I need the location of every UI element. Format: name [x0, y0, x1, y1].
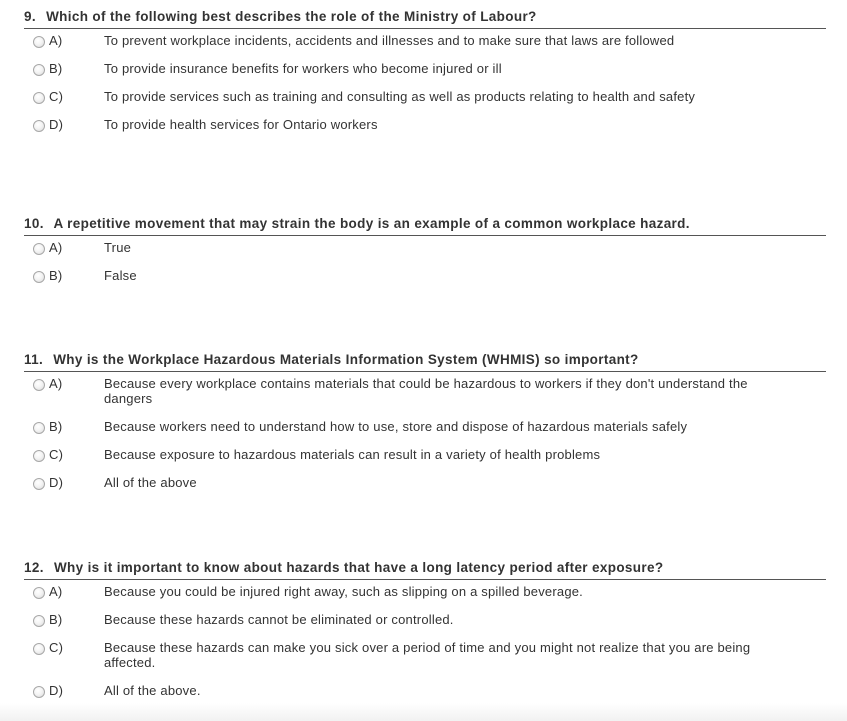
option-text: All of the above.	[104, 683, 201, 698]
question-text: A repetitive movement that may strain the body is an example of a common workplace hazard.	[53, 216, 690, 231]
option-letter: A)	[49, 240, 63, 255]
option-text: To prevent workplace incidents, accidents and illnesses and to make sure that laws are followed	[104, 33, 675, 48]
option-letter: D)	[49, 683, 64, 698]
option-letter: B)	[49, 61, 63, 76]
option-d[interactable]	[24, 683, 826, 698]
option-text: Because exposure to hazardous materials can result in a variety of health problems	[104, 447, 601, 462]
option-b[interactable]	[24, 612, 826, 627]
question-text: Why is the Workplace Hazardous Materials Information System (WHMIS) so important?	[53, 352, 639, 367]
option-a[interactable]	[24, 240, 826, 255]
question-title	[24, 349, 826, 372]
question-title	[24, 213, 826, 236]
option-letter: C)	[49, 447, 64, 462]
radio-button[interactable]	[33, 422, 45, 434]
option-text: To provide insurance benefits for workers who become injured or ill	[104, 61, 502, 76]
radio-button[interactable]	[33, 686, 45, 698]
radio-button[interactable]	[33, 379, 45, 391]
option-letter: A)	[49, 33, 63, 48]
option-letter: C)	[49, 640, 64, 655]
question-number: 11.	[24, 352, 44, 367]
option-letter: D)	[49, 117, 64, 132]
option-letter: B)	[49, 419, 63, 434]
radio-button[interactable]	[33, 587, 45, 599]
option-letter: A)	[49, 376, 63, 391]
question-11	[24, 349, 826, 503]
radio-button[interactable]	[33, 92, 45, 104]
question-title	[24, 6, 826, 29]
radio-button[interactable]	[33, 120, 45, 132]
option-letter: B)	[49, 268, 63, 283]
option-d[interactable]	[24, 475, 826, 490]
option-a[interactable]	[24, 376, 826, 406]
question-9	[24, 6, 826, 145]
question-number: 12.	[24, 560, 44, 575]
question-text: Why is it important to know about hazards that have a long latency period after exposure?	[53, 560, 664, 575]
radio-button[interactable]	[33, 643, 45, 655]
option-c[interactable]	[24, 89, 826, 104]
option-text: Because every workplace contains materials that could be hazardous to workers if they don't understand the dangers	[104, 376, 748, 406]
radio-button[interactable]	[33, 450, 45, 462]
question-12	[24, 557, 826, 711]
option-letter: B)	[49, 612, 63, 627]
option-b[interactable]	[24, 419, 826, 434]
option-text: To provide services such as training and consulting as well as products relating to health and safety	[104, 89, 696, 104]
option-b[interactable]	[24, 61, 826, 76]
option-text: True	[104, 240, 132, 255]
option-d[interactable]	[24, 117, 826, 132]
radio-button[interactable]	[33, 36, 45, 48]
radio-button[interactable]	[33, 615, 45, 627]
answer-options	[24, 376, 826, 490]
option-a[interactable]	[24, 33, 826, 48]
answer-options	[24, 33, 826, 132]
answer-options	[24, 240, 826, 283]
option-c[interactable]	[24, 640, 826, 670]
option-text: Because these hazards cannot be eliminated or controlled.	[104, 612, 454, 627]
option-text: To provide health services for Ontario workers	[104, 117, 378, 132]
question-number: 10.	[24, 216, 44, 231]
question-text: Which of the following best describes the role of the Ministry of Labour?	[46, 9, 537, 24]
radio-button[interactable]	[33, 271, 45, 283]
option-letter: C)	[49, 89, 64, 104]
radio-button[interactable]	[33, 243, 45, 255]
option-text: All of the above	[104, 475, 197, 490]
question-10	[24, 213, 826, 296]
bottom-fade	[0, 703, 847, 721]
radio-button[interactable]	[33, 478, 45, 490]
radio-button[interactable]	[33, 64, 45, 76]
option-c[interactable]	[24, 447, 826, 462]
question-title	[24, 557, 826, 580]
option-text: Because these hazards can make you sick over a period of time and you might not realize that you are being affected.	[104, 640, 751, 670]
question-number: 9.	[24, 9, 36, 24]
option-text: Because you could be injured right away, such as slipping on a spilled beverage.	[104, 584, 583, 599]
option-text: False	[104, 268, 137, 283]
option-b[interactable]	[24, 268, 826, 283]
option-text: Because workers need to understand how to use, store and dispose of hazardous materials safely	[104, 419, 688, 434]
option-letter: A)	[49, 584, 63, 599]
option-letter: D)	[49, 475, 64, 490]
answer-options	[24, 584, 826, 698]
option-a[interactable]	[24, 584, 826, 599]
